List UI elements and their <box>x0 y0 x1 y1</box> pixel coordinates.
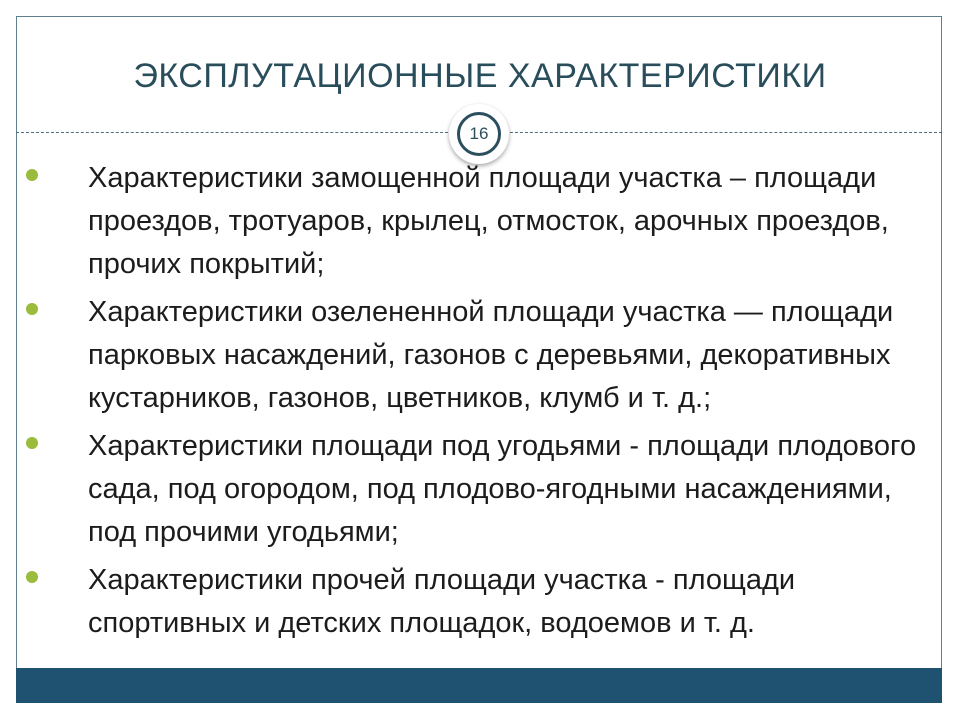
page-number: 16 <box>457 112 501 156</box>
list-item <box>26 559 941 645</box>
slide-title: ЭКСПЛУТАЦИОННЫЕ ХАРАКТЕРИСТИКИ <box>133 57 827 95</box>
list-item <box>26 291 941 420</box>
bullet-icon <box>26 571 38 583</box>
list-item <box>26 157 941 286</box>
page-number-badge <box>449 104 509 164</box>
bullet-list <box>26 157 941 650</box>
list-item <box>26 425 941 554</box>
bullet-text: Характеристики замощенной площади участка – площади проездов, тротуаров, крылец, отмосток, арочных проездов, прочих покрытий; <box>88 162 889 280</box>
bullet-text: Характеристики площади под угодьями - площади плодового сада, под огородом, под плодово-ягодными насаждениями, под прочими угодьями; <box>88 430 917 548</box>
bullet-text: Характеристики прочей площади участка - площади спортивных и детских площадок, водоемов и т. д. <box>88 564 796 639</box>
bullet-text: Характеристики озелененной площади участка — площади парковых насаждений, газонов с деревьями, декоративных кустарников, газонов, цветников, клумб и т. д.; <box>88 296 894 414</box>
bullet-icon <box>26 169 38 181</box>
footer-bar <box>16 668 942 703</box>
bullet-icon <box>26 437 38 449</box>
bullet-icon <box>26 303 38 315</box>
